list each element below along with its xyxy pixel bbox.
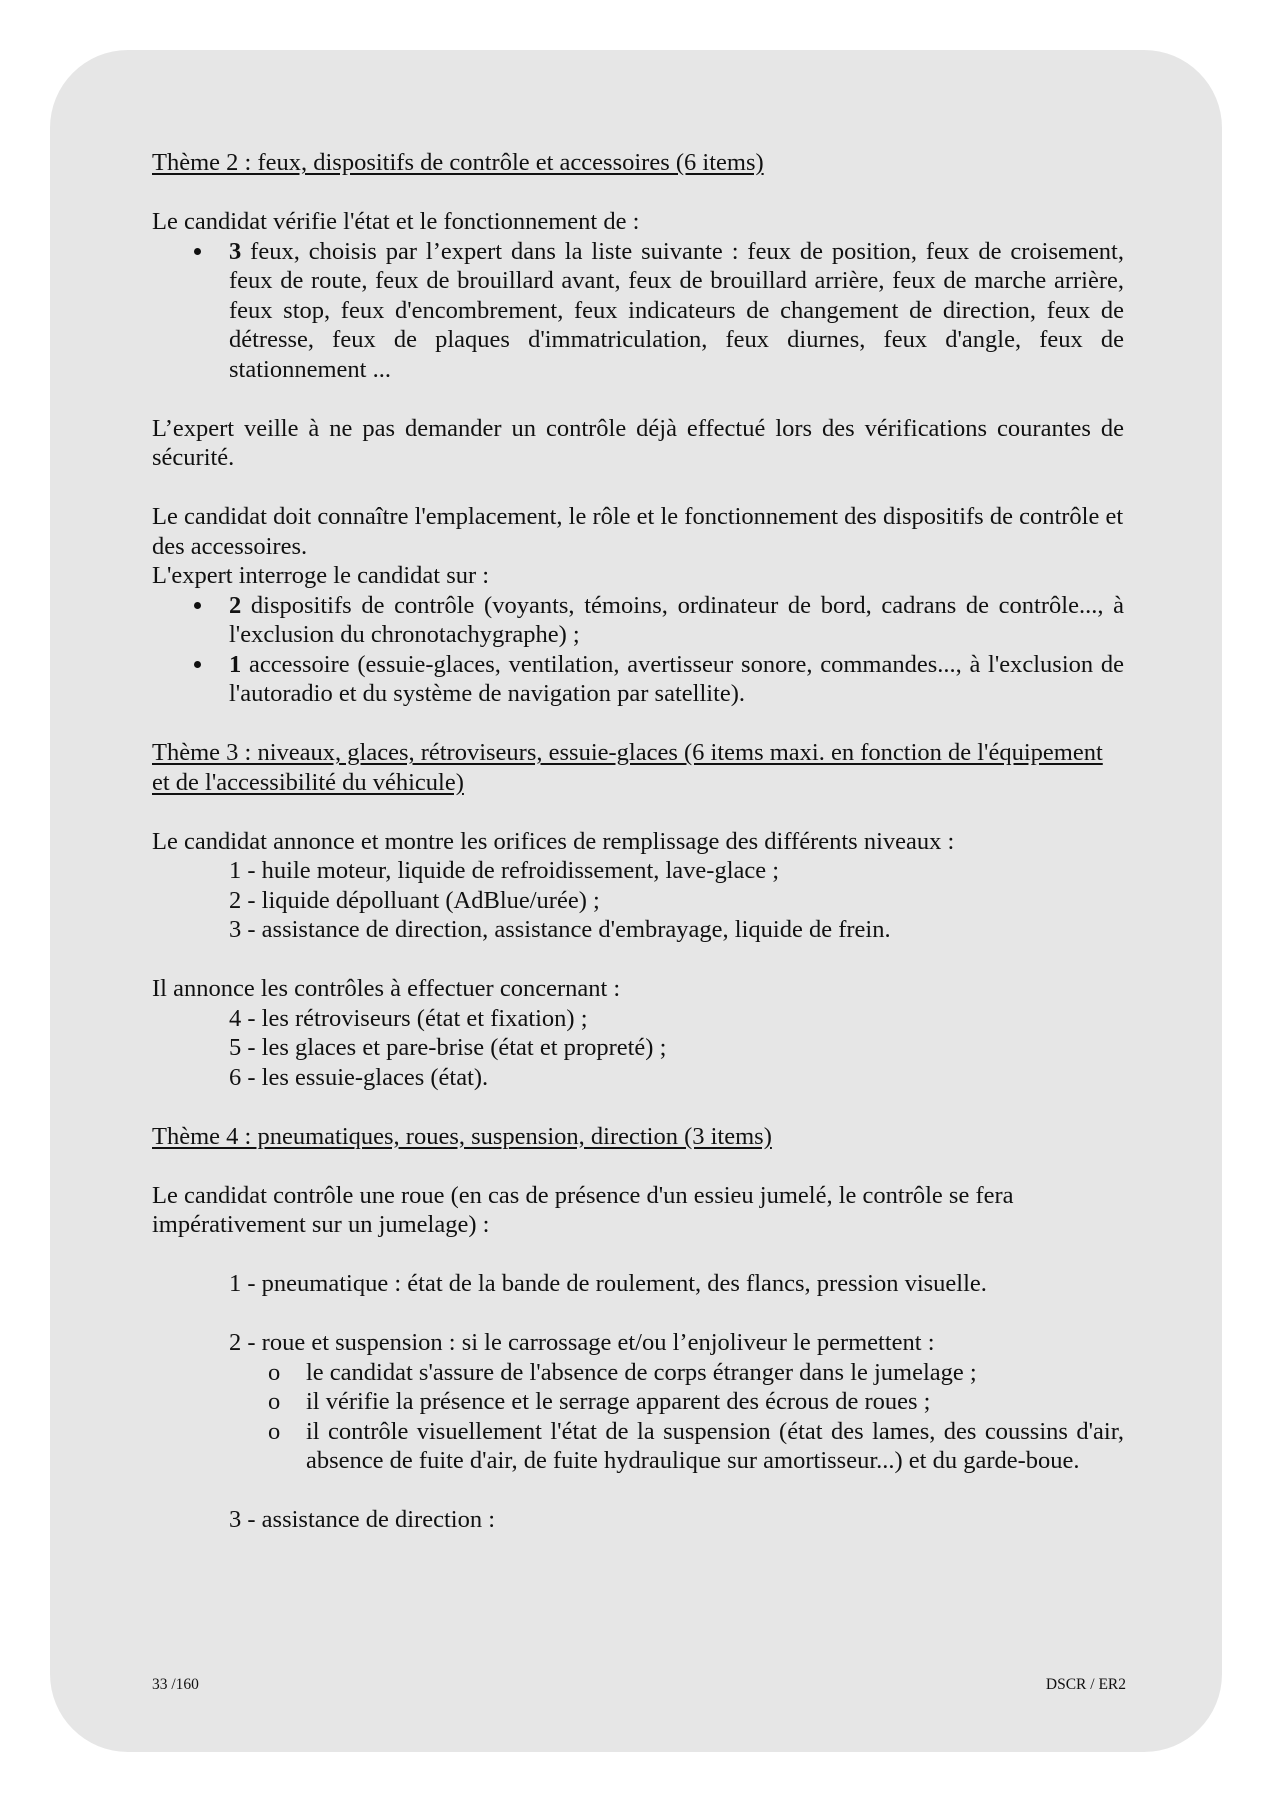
theme3-heading: Thème 3 : niveaux, glaces, rétroviseurs, essuie-glaces (6 items maxi. en fonction de l'équipement et de l'accessibilité du véhicule) — [152, 739, 1103, 796]
item-text: dispositifs de contrôle (voyants, témoins, ordinateur de bord, cadrans de contrôle..., à l'exclusion du chronotachygraphe) ; — [229, 591, 1124, 648]
circle-bullet-icon: o — [268, 1358, 281, 1386]
theme4-item2: 2 - roue et suspension : si le carrossage et/ou l’enjoliveur le permettent : — [229, 1329, 935, 1356]
theme4-heading: Thème 4 : pneumatiques, roues, suspension, direction (3 items) — [152, 1122, 772, 1150]
page-number: 33 /160 — [152, 1676, 199, 1693]
item-text: accessoire (essuie-glaces, ventilation, avertisseur sonore, commandes..., à l'exclusion de l'autoradio et du système de navigation par satellite). — [229, 650, 1124, 707]
list-item: 1 - huile moteur, liquide de refroidissement, lave-glace ; — [229, 857, 780, 884]
list-item: 5 - les glaces et pare-brise (état et propreté) ; — [229, 1034, 667, 1061]
theme4-subitems-list — [152, 1358, 1124, 1476]
item-count: 3 — [229, 237, 242, 265]
theme4-item3: 3 - assistance de direction : — [229, 1506, 496, 1533]
item-text: il vérifie la présence et le serrage apparent des écrous de roues ; — [306, 1388, 931, 1415]
theme2-question-intro: L'expert interroge le candidat sur : — [152, 562, 490, 589]
theme2-heading: Thème 2 : feux, dispositifs de contrôle et accessoires (6 items) — [152, 149, 764, 176]
theme4-item1: 1 - pneumatique : état de la bande de roulement, des flancs, pression visuelle. — [229, 1270, 987, 1297]
item-text: le candidat s'assure de l'absence de corps étranger dans le jumelage ; — [306, 1358, 977, 1386]
theme2-intro: Le candidat vérifie l'état et le fonctionnement de : — [152, 208, 640, 235]
list-item — [152, 1387, 1124, 1417]
item-count: 1 — [229, 650, 242, 678]
document-reference: DSCR / ER2 — [1045, 1676, 1126, 1693]
theme3-controls-intro: Il annonce les contrôles à effectuer concernant : — [152, 975, 621, 1002]
theme2-note: L’expert veille à ne pas demander un contrôle déjà effectué lors des vérifications courantes de sécurité. — [152, 414, 1124, 471]
list-item: 2 - liquide dépolluant (AdBlue/urée) ; — [229, 886, 600, 914]
list-item: 3 - assistance de direction, assistance d'embrayage, liquide de frein. — [229, 916, 891, 943]
circle-bullet-icon: o — [268, 1417, 281, 1445]
list-item — [152, 1417, 1124, 1476]
theme2-lights-list — [152, 237, 1124, 385]
list-item — [152, 650, 1124, 709]
theme2-questions-list — [152, 591, 1124, 709]
list-item: 6 - les essuie-glaces (état). — [229, 1063, 489, 1091]
list-item — [152, 1358, 1124, 1388]
theme3-intro: Le candidat annonce et montre les orifices de remplissage des différents niveaux : — [152, 827, 955, 855]
list-item: 4 - les rétroviseurs (état et fixation) ; — [229, 1004, 588, 1032]
theme4-intro: Le candidat contrôle une roue (en cas de présence d'un essieu jumelé, le contrôle se fera impérativement sur un jumelage) : — [152, 1181, 1014, 1238]
list-item — [152, 591, 1124, 650]
list-item — [152, 237, 1124, 385]
circle-bullet-icon: o — [268, 1388, 281, 1415]
item-text: feux, choisis par l’expert dans la liste suivante : feux de position, feux de croisement, feux de route, feux de brouillard avant, feux de brouillard arrière, feux de marche arrière, feux stop, feux d'encombrement, feux indicateurs de changement de direction, feux de détresse, feux de plaques d'immatriculation, feux diurnes, feux d'angle, feux de stationnement ... — [229, 237, 1124, 383]
item-text: il contrôle visuellement l'état de la suspension (état des lames, des coussins d'air, absence de fuite d'air, de fuite hydraulique sur amortisseur...) et du garde-boue. — [306, 1417, 1124, 1474]
document-body — [152, 148, 1124, 1535]
item-count: 2 — [229, 591, 242, 619]
theme2-knowledge: Le candidat doit connaître l'emplacement, le rôle et le fonctionnement des dispositifs de contrôle et des accessoires. — [152, 503, 1124, 560]
